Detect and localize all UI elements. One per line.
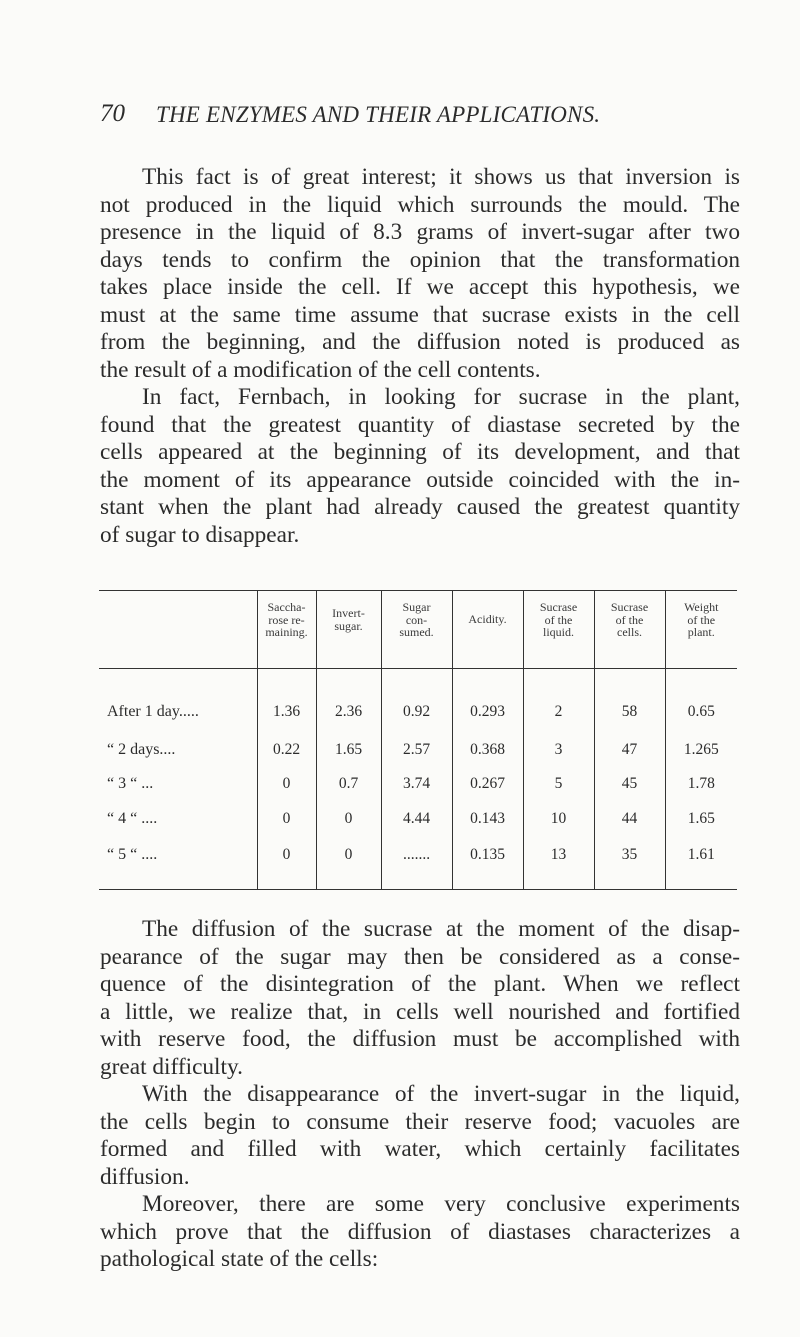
text-line: Moreover, there are some very conclusive experiments	[142, 1191, 740, 1217]
table-cell: 0	[257, 767, 316, 801]
table-cell: “ 5 “ ....	[107, 846, 158, 864]
table-cell: 1.65	[665, 802, 737, 836]
text-line: from the beginning, and the diffusion noted is produced as	[100, 329, 740, 355]
paragraph-1	[100, 164, 740, 384]
table-cell: 44	[594, 802, 665, 836]
table-cell: 3.74	[381, 767, 452, 801]
column-header: Sucrase of the cells.	[594, 591, 665, 669]
table-cell: 0.22	[257, 733, 316, 767]
text-line: stant when the plant had already caused the greatest quantity	[100, 494, 740, 520]
table-row	[99, 669, 737, 733]
table-cell: 5	[523, 767, 594, 801]
table-cell: 0	[316, 836, 381, 889]
table-cell: 0.293	[452, 669, 523, 733]
column-header: Sucrase of the liquid.	[523, 591, 594, 669]
text-line: not produced in the liquid which surrounds the mould. The	[100, 191, 740, 218]
table-cell: “ 2 days....	[107, 740, 176, 758]
text-line: days tends to confirm the opinion that the transformation	[100, 246, 740, 273]
table-cell: 4.44	[381, 802, 452, 836]
text-line: the cells begin to consume their reserve food; vacuoles are	[100, 1108, 740, 1135]
results-table	[99, 590, 737, 890]
table-cell: 47	[594, 733, 665, 767]
table-cell: .......	[381, 836, 452, 889]
text-line: cells appeared at the beginning of its development, and that	[100, 439, 740, 465]
text-line: The diffusion of the sucrase at the moment of the disap-	[142, 916, 740, 942]
text-line: presence in the liquid of 8.3 grams of invert-sugar after two	[100, 219, 740, 245]
table-cell: 0.65	[665, 669, 737, 733]
table-cell: 0.7	[316, 767, 381, 801]
text-line: a little, we realize that, in cells well nourished and fortified	[100, 998, 740, 1025]
text-line: found that the greatest quantity of diastase secreted by the	[100, 411, 740, 438]
text-line: great difficulty.	[100, 1053, 243, 1080]
table-cell: After 1 day.....	[107, 702, 199, 720]
table-cell: 45	[594, 767, 665, 801]
table-cell: 0.143	[452, 802, 523, 836]
column-header	[99, 591, 257, 669]
column-header: Saccha- rose re- maining.	[257, 591, 316, 669]
table-cell: 10	[523, 802, 594, 836]
table-cell: 0.92	[381, 669, 452, 733]
text-line: of sugar to disappear.	[100, 521, 300, 548]
paragraph-2	[100, 384, 740, 549]
table-cell: 0.135	[452, 836, 523, 889]
text-line: diffusion.	[100, 1163, 190, 1190]
text-line: the moment of its appearance outside coincided with the in-	[100, 466, 740, 493]
paragraph-5	[100, 1191, 740, 1274]
text-line: In fact, Fernbach, in looking for sucrase in the plant,	[142, 384, 740, 410]
table-cell: “ 4 “ ....	[107, 809, 158, 827]
paragraph-4	[100, 1081, 740, 1191]
table-cell: 1.36	[257, 669, 316, 733]
text-line: This fact is of great interest; it shows us that inversion is	[142, 164, 740, 190]
table-cell: 1.61	[665, 836, 737, 889]
text-line: the result of a modification of the cell contents.	[100, 356, 541, 383]
table-cell: 1.65	[316, 733, 381, 767]
table-row	[99, 733, 737, 767]
table-cell: 2.36	[316, 669, 381, 733]
table-cell: “ 3 “ ...	[107, 775, 154, 793]
table-cell: 13	[523, 836, 594, 889]
table-cell: 35	[594, 836, 665, 889]
column-header: Acidity.	[452, 591, 523, 669]
text-line: pearance of the sugar may then be considered as a conse-	[100, 943, 740, 970]
column-header: Sugar con- sumed.	[381, 591, 452, 669]
text-line: which prove that the diffusion of diastases characterizes a	[100, 1218, 740, 1245]
text-line: with reserve food, the diffusion must be accomplished with	[100, 1026, 740, 1052]
paragraph-3	[100, 916, 740, 1081]
text-line: takes place inside the cell. If we accept this hypothesis, we	[100, 274, 740, 300]
table-cell: 0.368	[452, 733, 523, 767]
column-header: Invert- sugar.	[316, 591, 381, 669]
text-line: quence of the disintegration of the plant. When we reflect	[100, 971, 740, 997]
table-cell: 0	[257, 802, 316, 836]
table-row	[99, 767, 737, 801]
table-cell: 0.267	[452, 767, 523, 801]
table-cell: 1.78	[665, 767, 737, 801]
text-line: With the disappearance of the invert-sugar in the liquid,	[142, 1081, 740, 1107]
text-line: formed and filled with water, which certainly facilitates	[100, 1136, 740, 1162]
text-line: pathological state of the cells:	[100, 1246, 379, 1272]
text-line: must at the same time assume that sucrase exists in the cell	[100, 301, 740, 328]
table-row	[99, 802, 737, 836]
column-header: Weight of the plant.	[665, 591, 737, 669]
table-cell: 2	[523, 669, 594, 733]
table-cell: 3	[523, 733, 594, 767]
table-header-row	[99, 591, 737, 669]
running-title: THE ENZYMES AND THEIR APPLICATIONS.	[156, 102, 601, 127]
table-cell: 0	[257, 836, 316, 889]
page-number: 70	[100, 100, 125, 127]
table-row	[99, 836, 737, 889]
table-cell: 58	[594, 669, 665, 733]
table-cell: 2.57	[381, 733, 452, 767]
page-header	[100, 100, 740, 140]
table-cell: 1.265	[665, 733, 737, 767]
table-cell: 0	[316, 802, 381, 836]
